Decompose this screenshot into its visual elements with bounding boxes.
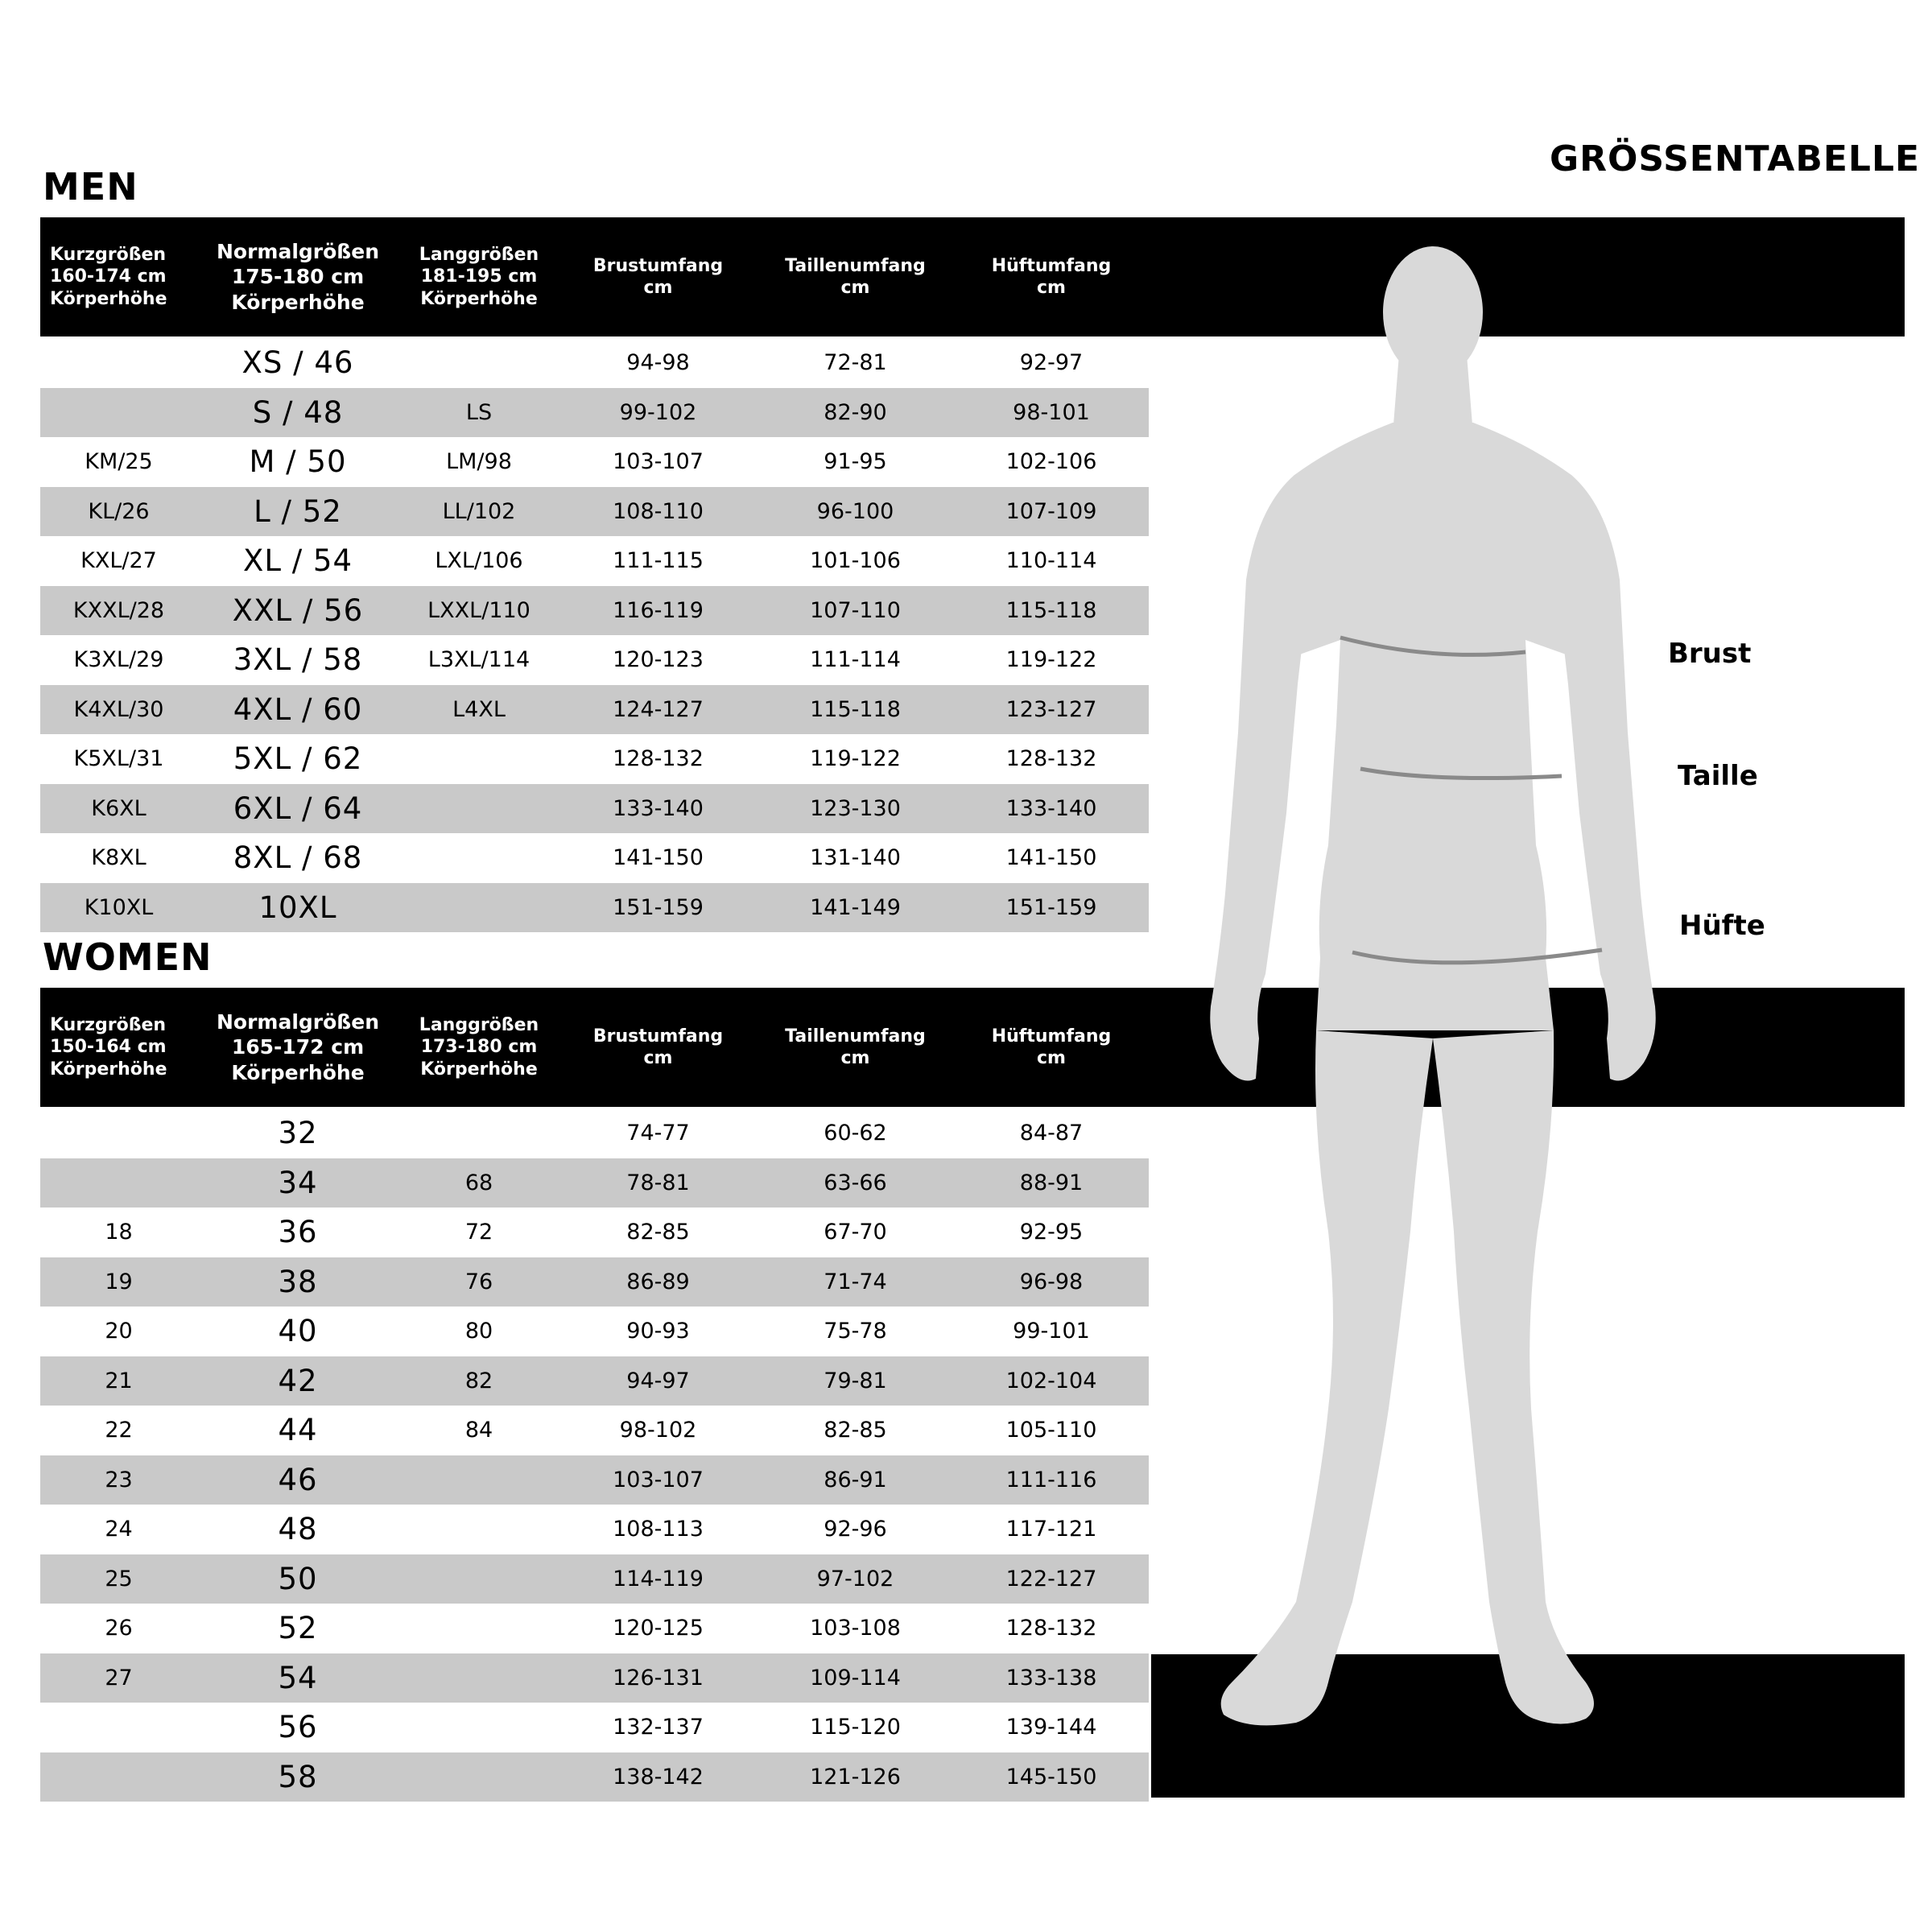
cell-hip: 117-121 xyxy=(1005,1517,1097,1542)
cell-waist: 131-140 xyxy=(810,845,901,871)
women-header-waist: Taillenumfang cm xyxy=(785,1026,926,1068)
table-row xyxy=(40,1406,1149,1455)
cell-hip: 151-159 xyxy=(1005,894,1097,920)
cell-short-size: K10XL xyxy=(84,894,154,920)
cell-normal-size: 38 xyxy=(278,1264,318,1299)
cell-chest: 124-127 xyxy=(613,696,704,722)
cell-long-size: L3XL/114 xyxy=(427,647,530,673)
women-header-long: Langgrößen 173-180 cm Körperhöhe xyxy=(419,1014,539,1080)
cell-hip: 102-106 xyxy=(1005,449,1097,475)
cell-hip: 96-98 xyxy=(1019,1269,1084,1294)
cell-long-size: 80 xyxy=(464,1319,493,1344)
cell-short-size: 18 xyxy=(105,1220,133,1245)
cell-chest: 120-123 xyxy=(613,647,704,673)
cell-chest: 82-85 xyxy=(626,1220,690,1245)
cell-short-size: KXXL/28 xyxy=(72,597,165,623)
cell-long-size: L4XL xyxy=(452,696,506,722)
cell-hip: 141-150 xyxy=(1005,845,1097,871)
cell-normal-size: 48 xyxy=(278,1512,318,1547)
cell-normal-size: 44 xyxy=(278,1413,318,1448)
cell-long-size: 72 xyxy=(464,1220,493,1245)
cell-waist: 82-90 xyxy=(824,399,887,425)
table-row xyxy=(40,635,1149,685)
cell-waist: 107-110 xyxy=(810,597,901,623)
women-header-normal: Normalgrößen 165-172 cm Körperhöhe xyxy=(216,1010,380,1084)
cell-chest: 114-119 xyxy=(613,1566,704,1591)
cell-normal-size: 52 xyxy=(278,1611,318,1646)
cell-normal-size: 6XL / 64 xyxy=(233,791,363,826)
cell-waist: 67-70 xyxy=(824,1220,887,1245)
table-row xyxy=(40,536,1149,586)
cell-normal-size: 10XL xyxy=(258,890,337,925)
cell-long-size: 68 xyxy=(464,1170,493,1195)
cell-waist: 63-66 xyxy=(824,1170,887,1195)
cell-waist: 60-62 xyxy=(824,1121,887,1146)
cell-short-size: K5XL/31 xyxy=(73,746,164,772)
cell-normal-size: XS / 46 xyxy=(242,345,354,381)
cell-waist: 115-118 xyxy=(810,696,901,722)
figure-left-arm xyxy=(1210,475,1311,1081)
cell-long-size: LM/98 xyxy=(446,449,512,475)
cell-waist: 97-102 xyxy=(816,1566,894,1591)
cell-hip: 128-132 xyxy=(1005,746,1097,772)
cell-short-size: K6XL xyxy=(91,795,147,821)
cell-long-size: LS xyxy=(465,399,493,425)
cell-normal-size: 50 xyxy=(278,1561,318,1596)
cell-long-size: LL/102 xyxy=(442,498,516,524)
men-table-header xyxy=(40,217,1149,336)
cell-waist: 103-108 xyxy=(810,1616,901,1641)
cell-chest: 116-119 xyxy=(613,597,704,623)
cell-hip: 111-116 xyxy=(1005,1467,1097,1492)
cell-normal-size: 46 xyxy=(278,1462,318,1497)
cell-chest: 78-81 xyxy=(626,1170,690,1195)
cell-chest: 94-98 xyxy=(626,350,690,376)
cell-waist: 91-95 xyxy=(824,449,887,475)
cell-short-size: KM/25 xyxy=(85,449,153,475)
women-header-hip: Hüftumfang cm xyxy=(991,1026,1112,1068)
men-header-normal: Normalgrößen 175-180 cm Körperhöhe xyxy=(216,240,380,314)
cell-normal-size: 40 xyxy=(278,1314,318,1349)
table-row xyxy=(40,1455,1149,1505)
table-row xyxy=(40,1604,1149,1653)
cell-chest: 90-93 xyxy=(626,1319,690,1344)
cell-waist: 82-85 xyxy=(824,1418,887,1443)
table-row xyxy=(40,388,1149,438)
cell-short-size: KXL/27 xyxy=(80,548,157,574)
men-header-long: Langgrößen 181-195 cm Körperhöhe xyxy=(419,244,539,309)
cell-short-size: 19 xyxy=(105,1269,133,1294)
cell-chest: 151-159 xyxy=(613,894,704,920)
cell-waist: 101-106 xyxy=(810,548,901,574)
cell-hip: 123-127 xyxy=(1005,696,1097,722)
men-header-waist: Taillenumfang cm xyxy=(785,255,926,298)
cell-hip: 119-122 xyxy=(1005,647,1097,673)
cell-short-size: 20 xyxy=(105,1319,133,1344)
cell-waist: 86-91 xyxy=(824,1467,887,1492)
cell-hip: 88-91 xyxy=(1019,1170,1084,1195)
cell-short-size: K4XL/30 xyxy=(73,696,164,722)
cell-normal-size: 3XL / 58 xyxy=(233,642,363,678)
cell-chest: 126-131 xyxy=(613,1665,704,1690)
cell-chest: 108-110 xyxy=(613,498,704,524)
cell-waist: 123-130 xyxy=(810,795,901,821)
cell-hip: 122-127 xyxy=(1005,1566,1097,1591)
cell-hip: 110-114 xyxy=(1005,548,1097,574)
cell-chest: 132-137 xyxy=(613,1715,704,1740)
cell-waist: 121-126 xyxy=(810,1764,901,1790)
cell-waist: 79-81 xyxy=(824,1368,887,1393)
cell-chest: 128-132 xyxy=(613,746,704,772)
table-row xyxy=(40,1554,1149,1604)
cell-waist: 109-114 xyxy=(810,1665,901,1690)
women-section-title: WOMEN xyxy=(43,935,213,979)
cell-normal-size: S / 48 xyxy=(252,394,344,430)
cell-short-size: 22 xyxy=(105,1418,133,1443)
table-row xyxy=(40,1158,1149,1208)
cell-waist: 75-78 xyxy=(824,1319,887,1344)
table-row xyxy=(40,1505,1149,1554)
cell-hip: 133-140 xyxy=(1005,795,1097,821)
table-row xyxy=(40,1108,1149,1158)
cell-hip: 145-150 xyxy=(1005,1764,1097,1790)
table-row xyxy=(40,1356,1149,1406)
cell-long-size: LXL/106 xyxy=(435,548,523,574)
cell-chest: 120-125 xyxy=(613,1616,704,1641)
figure-right-leg xyxy=(1433,1030,1594,1724)
cell-chest: 111-115 xyxy=(613,548,704,574)
cell-long-size: 82 xyxy=(464,1368,493,1393)
cell-hip: 115-118 xyxy=(1005,597,1097,623)
cell-normal-size: XL / 54 xyxy=(242,543,353,579)
cell-normal-size: 34 xyxy=(278,1165,318,1200)
cell-chest: 103-107 xyxy=(613,449,704,475)
table-row xyxy=(40,487,1149,537)
cell-waist: 96-100 xyxy=(816,498,894,524)
cell-chest: 99-102 xyxy=(619,399,697,425)
cell-chest: 86-89 xyxy=(626,1269,690,1294)
cell-normal-size: 4XL / 60 xyxy=(233,691,363,727)
cell-chest: 138-142 xyxy=(613,1764,704,1790)
cell-waist: 115-120 xyxy=(810,1715,901,1740)
cell-hip: 105-110 xyxy=(1005,1418,1097,1443)
cell-waist: 92-96 xyxy=(824,1517,887,1542)
figure-right-arm xyxy=(1555,475,1656,1081)
cell-hip: 99-101 xyxy=(1013,1319,1090,1344)
hip-label: Hüfte xyxy=(1679,910,1765,942)
table-row xyxy=(40,1752,1149,1802)
cell-chest: 133-140 xyxy=(613,795,704,821)
men-header-short: Kurzgrößen 160-174 cm Körperhöhe xyxy=(50,244,167,309)
table-row xyxy=(40,1208,1149,1257)
table-row xyxy=(40,685,1149,735)
cell-short-size: 24 xyxy=(105,1517,133,1542)
cell-short-size: 27 xyxy=(105,1665,133,1690)
cell-hip: 139-144 xyxy=(1005,1715,1097,1740)
cell-short-size: 25 xyxy=(105,1566,133,1591)
cell-chest: 74-77 xyxy=(626,1121,690,1146)
cell-chest: 103-107 xyxy=(613,1467,704,1492)
cell-long-size: LXXL/110 xyxy=(427,597,530,623)
page-title: GRÖSSENTABELLE xyxy=(1550,138,1921,180)
chest-label: Brust xyxy=(1668,638,1752,670)
cell-normal-size: 36 xyxy=(278,1215,318,1250)
table-row xyxy=(40,437,1149,487)
cell-normal-size: 58 xyxy=(278,1759,318,1794)
cell-normal-size: 32 xyxy=(278,1116,318,1151)
cell-normal-size: 42 xyxy=(278,1363,318,1398)
cell-hip: 102-104 xyxy=(1005,1368,1097,1393)
cell-waist: 71-74 xyxy=(824,1269,887,1294)
women-header-chest: Brustumfang cm xyxy=(592,1026,724,1068)
cell-hip: 92-97 xyxy=(1019,350,1084,376)
cell-waist: 141-149 xyxy=(810,894,901,920)
cell-waist: 111-114 xyxy=(810,647,901,673)
cell-short-size: 23 xyxy=(105,1467,133,1492)
cell-normal-size: 8XL / 68 xyxy=(233,840,363,876)
cell-waist: 72-81 xyxy=(824,350,887,376)
table-row xyxy=(40,833,1149,883)
cell-hip: 133-138 xyxy=(1005,1665,1097,1690)
body-figure-illustration xyxy=(1208,233,1658,1771)
cell-long-size: 76 xyxy=(464,1269,493,1294)
cell-normal-size: XXL / 56 xyxy=(232,592,364,628)
cell-hip: 107-109 xyxy=(1005,498,1097,524)
cell-normal-size: 56 xyxy=(278,1710,318,1745)
cell-hip: 84-87 xyxy=(1019,1121,1084,1146)
cell-long-size: 84 xyxy=(464,1418,493,1443)
cell-normal-size: 5XL / 62 xyxy=(233,741,363,777)
cell-waist: 119-122 xyxy=(810,746,901,772)
cell-short-size: KL/26 xyxy=(88,498,150,524)
cell-chest: 108-113 xyxy=(613,1517,704,1542)
cell-chest: 141-150 xyxy=(613,845,704,871)
table-row xyxy=(40,586,1149,636)
women-table-header xyxy=(40,988,1149,1107)
cell-short-size: 26 xyxy=(105,1616,133,1641)
table-row xyxy=(40,1307,1149,1356)
figure-left-leg xyxy=(1221,1030,1433,1725)
cell-chest: 98-102 xyxy=(619,1418,697,1443)
cell-normal-size: L / 52 xyxy=(254,493,342,529)
cell-normal-size: M / 50 xyxy=(249,444,347,480)
cell-chest: 94-97 xyxy=(626,1368,690,1393)
table-row xyxy=(40,1257,1149,1307)
table-row xyxy=(40,1703,1149,1752)
women-header-short: Kurzgrößen 150-164 cm Körperhöhe xyxy=(50,1014,167,1080)
men-section-title: MEN xyxy=(43,165,138,208)
cell-normal-size: 54 xyxy=(278,1660,318,1695)
cell-hip: 128-132 xyxy=(1005,1616,1097,1641)
table-row xyxy=(40,734,1149,784)
cell-hip: 92-95 xyxy=(1019,1220,1084,1245)
figure-torso xyxy=(1264,423,1602,1030)
waist-label: Taille xyxy=(1678,760,1758,792)
cell-short-size: K3XL/29 xyxy=(73,647,164,673)
table-row xyxy=(40,338,1149,388)
cell-hip: 98-101 xyxy=(1013,399,1090,425)
table-row xyxy=(40,784,1149,834)
cell-short-size: K8XL xyxy=(91,845,147,871)
table-row xyxy=(40,1653,1149,1703)
cell-short-size: 21 xyxy=(105,1368,133,1393)
men-header-chest: Brustumfang cm xyxy=(592,255,724,298)
table-row xyxy=(40,883,1149,933)
men-header-hip: Hüftumfang cm xyxy=(991,255,1112,298)
